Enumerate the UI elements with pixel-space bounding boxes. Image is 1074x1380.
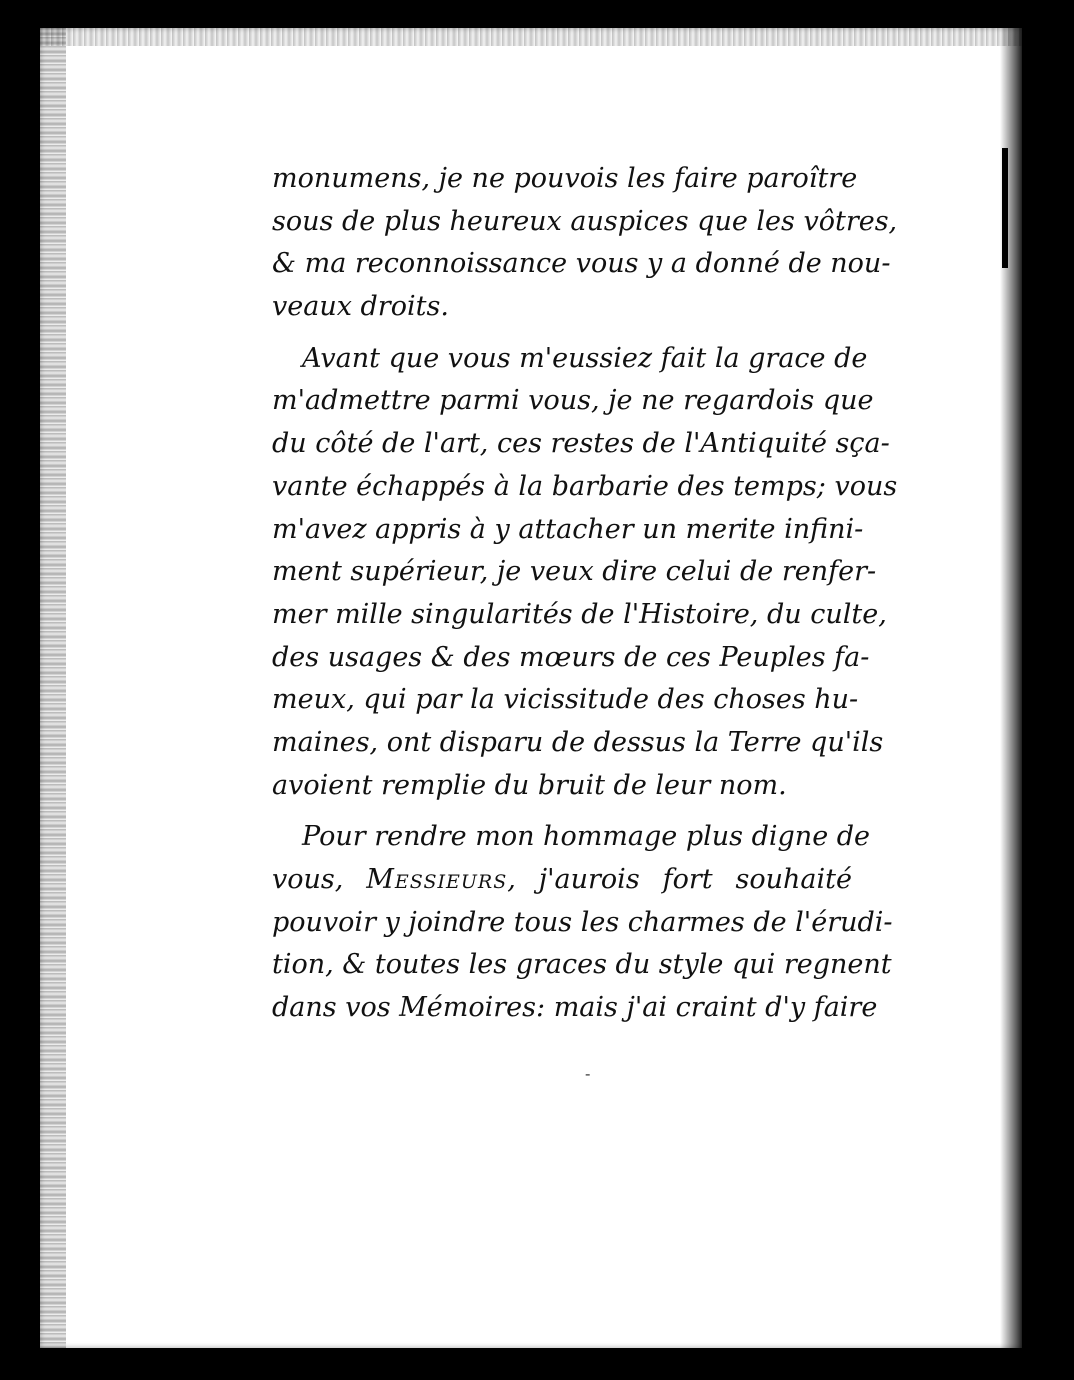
text-line: mer mille singularités de l'Histoire, du culte, xyxy=(272,598,887,630)
text-line: monumens, je ne pouvois les faire paroître xyxy=(272,163,858,194)
page-binding-mark xyxy=(1002,148,1008,268)
text-line: Avant que vous m'eussiez fait la grace de xyxy=(302,342,868,374)
text-line: des usages & des mœurs de ces Peuples fa- xyxy=(272,641,870,673)
body-text xyxy=(272,158,898,1030)
text-line: m'admettre parmi vous, je ne regardois que xyxy=(272,385,874,417)
text-line: meux, qui par la vicissitude des choses hu- xyxy=(272,684,859,716)
text-line: vante échappés à la barbarie des temps; vous xyxy=(272,470,898,502)
page-mark: - xyxy=(585,1064,591,1083)
text-line: avoient remplie du bruit de leur nom. xyxy=(272,769,787,801)
text-line: veaux droits. xyxy=(272,291,449,323)
salutation: Messieurs xyxy=(366,864,508,895)
text-line: maines, ont disparu de dessus la Terre qu'ils xyxy=(272,726,884,758)
text-fragment: , j'aurois fort souhaité xyxy=(507,864,852,895)
text-line: & ma reconnoissance vous y a donné de nou- xyxy=(272,248,891,280)
text-line: sous de plus heureux auspices que les vôtres, xyxy=(272,205,898,237)
paragraph-gap xyxy=(272,807,852,816)
text-line: du côté de l'art, ces restes de l'Antiquité sça- xyxy=(272,428,890,460)
text-line: m'avez appris à y attacher un merite infini- xyxy=(272,513,864,545)
text-line xyxy=(272,859,852,902)
text-line: tion, & toutes les graces du style qui regnent xyxy=(272,949,892,981)
page-top-edge xyxy=(40,28,1022,46)
text-line: pouvoir y joindre tous les charmes de l'érudi- xyxy=(272,906,893,938)
page-left-edge xyxy=(40,28,66,1348)
paragraph-gap xyxy=(272,329,852,338)
text-fragment: vous, xyxy=(272,864,367,895)
text-line: ment supérieur, je veux dire celui de renfer- xyxy=(272,556,877,588)
text-line: dans vos Mémoires: mais j'ai craint d'y faire xyxy=(272,992,878,1024)
text-line: Pour rendre mon hommage plus digne de xyxy=(302,821,871,853)
